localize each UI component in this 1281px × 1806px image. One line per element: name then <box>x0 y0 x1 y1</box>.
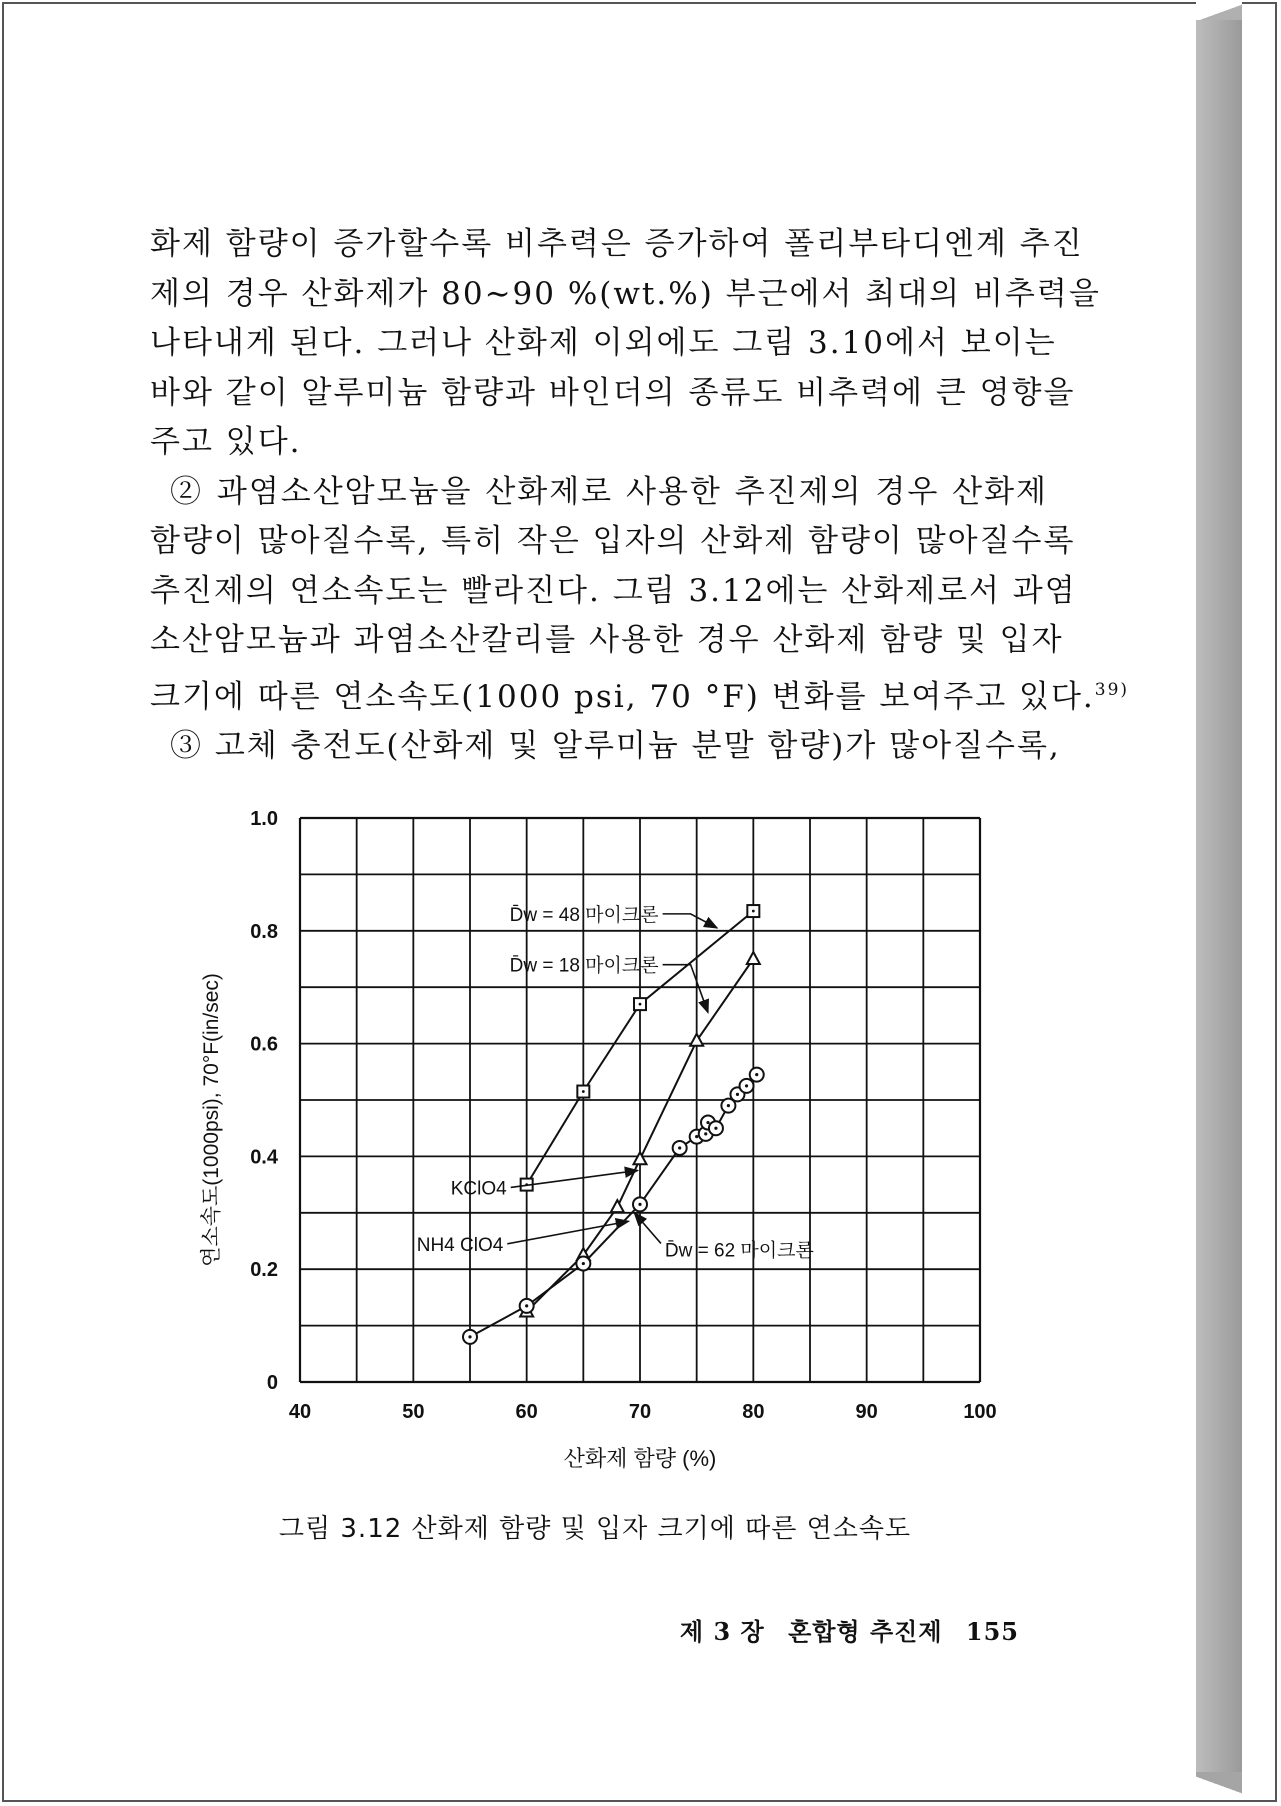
annotation-label: KClO4 <box>450 1178 507 1200</box>
data-point-dot <box>582 1262 585 1265</box>
text-line: 제의 경우 산화제가 80∼90 %(wt.%) 부근에서 최대의 비추력을 <box>150 275 1101 312</box>
x-tick-label: 60 <box>515 1401 538 1423</box>
annotation-label: D̄w = 18 마이크론 <box>509 955 659 977</box>
text-line: 바와 같이 알루미늄 함량과 바인더의 종류도 비추력에 큰 영향을 <box>150 374 1076 411</box>
y-tick-label: 0.2 <box>250 1259 278 1282</box>
page-edge <box>1196 20 1242 1778</box>
data-point-dot <box>755 1073 758 1076</box>
text-line: 소산암모늄과 과염소산칼리를 사용한 경우 산화제 함량 및 입자 <box>150 622 1064 658</box>
data-point-dot <box>582 1090 585 1093</box>
y-tick-label: 0 <box>266 1372 278 1394</box>
x-axis-label: 산화제 함량 (%) <box>563 1446 717 1471</box>
footer-title: 혼합형 추진제 <box>788 1617 943 1646</box>
chart-svg <box>190 790 1030 1490</box>
data-point-dot <box>639 1003 642 1006</box>
text-line: 크기에 따른 연소속도(1000 psi, 70 °F) 변화를 보여주고 있다. <box>150 678 1095 715</box>
annotation-label: NH4 ClO4 <box>416 1234 504 1256</box>
text-line: 함량이 많아질수록, 특히 작은 입자의 산화제 함량이 많아질수록 <box>150 523 1076 559</box>
annotation-label: D̄w = 48 마이크론 <box>509 904 659 926</box>
x-tick-label: 100 <box>963 1401 997 1423</box>
data-point-triangle <box>634 1152 647 1164</box>
x-tick-label: 90 <box>855 1401 878 1423</box>
text-line-with-footnote <box>150 666 1130 723</box>
y-tick-label: 0.8 <box>250 920 278 943</box>
annotation-arrow <box>663 965 708 1013</box>
text-line: 주고 있다. <box>150 424 302 460</box>
data-point-dot <box>745 1084 748 1087</box>
page-footer <box>666 1612 1019 1647</box>
text-line: ② 과염소산암모늄을 산화제로 사용한 추진제의 경우 산화제 <box>170 473 1048 510</box>
data-point-triangle <box>611 1200 624 1212</box>
data-point-dot <box>525 1304 528 1307</box>
text-line: 화제 함량이 증가할수록 비추력은 증가하여 폴리부타디엔계 추진 <box>150 226 1084 262</box>
text-line: ③ 고체 충전도(산화제 및 알루미늄 분말 함량)가 많아질수록, <box>170 728 1061 764</box>
y-axis-label: 연소속도(1000psi), 70°F(in/sec) <box>200 973 223 1267</box>
y-tick-label: 0.6 <box>250 1033 278 1056</box>
data-point-triangle <box>747 952 760 964</box>
data-point-dot <box>727 1104 730 1107</box>
annotation-label: D̄w = 62 마이크론 <box>664 1240 814 1262</box>
page-number: 155 <box>965 1617 1019 1646</box>
data-point-dot <box>468 1335 471 1338</box>
data-point-dot <box>695 1135 698 1138</box>
data-point-dot <box>736 1093 739 1096</box>
text-line: 나타내게 된다. 그러나 산화제 이외에도 그림 3.10에서 보이는 <box>150 325 1057 361</box>
page-edge-bottom <box>1196 1772 1242 1798</box>
x-tick-label: 70 <box>628 1401 652 1423</box>
annotation-arrow <box>634 1213 661 1244</box>
text-line: 추진제의 연소속도는 빨라진다. 그림 3.12에는 산화제로서 과염 <box>150 572 1077 609</box>
data-point-dot <box>752 910 755 913</box>
y-tick-label: 0.4 <box>250 1146 278 1169</box>
x-tick-label: 40 <box>288 1401 312 1423</box>
y-tick-label: 1.0 <box>250 808 278 830</box>
data-point-dot <box>678 1146 681 1149</box>
body-text <box>150 220 1130 772</box>
data-point-dot <box>714 1127 717 1130</box>
figure-caption: 그림 3.12 산화제 함량 및 입자 크기에 따른 연소속도 <box>278 1514 912 1544</box>
data-point-dot <box>638 1203 641 1206</box>
footer-chapter: 제 3 장 <box>679 1617 765 1646</box>
data-point-dot <box>704 1132 707 1135</box>
data-point-dot <box>706 1121 709 1124</box>
x-tick-label: 50 <box>402 1401 425 1423</box>
annotation-arrow <box>663 914 717 928</box>
x-tick-label: 80 <box>742 1401 765 1423</box>
burning-rate-chart <box>190 790 1030 1490</box>
footnote-ref: 39) <box>1094 679 1130 700</box>
annotation-arrow <box>507 1221 628 1244</box>
